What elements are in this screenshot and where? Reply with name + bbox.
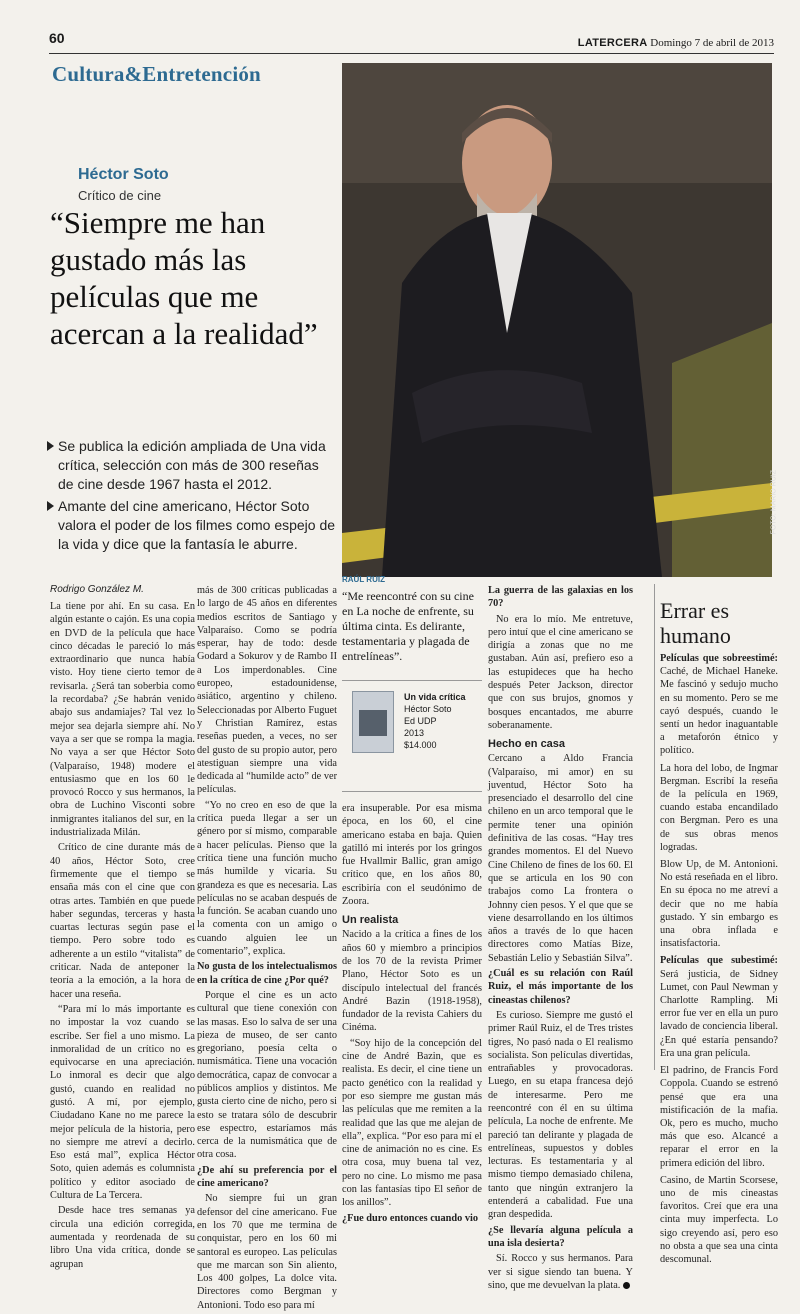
masthead	[578, 37, 774, 49]
sidebar-item-text: El padrino, de Francis Ford Coppola. Cuando se estrenó pensé que era una mistificación de la mafia. Ok, pero es mucho, mucho más que eso. Alcancé a reparar el error en la primera edición del libro.	[660, 1065, 778, 1169]
paragraph-text: Sí. Rocco y sus hermanos. Para ver si sigue siendo tan buena. Y sino, que me devuelvan la plata.	[488, 1253, 633, 1291]
subheading: Un realista	[342, 914, 399, 927]
sidebar-item-text: Blow Up, de M. Antonioni. No está reseñada en el libro. En su época no me atreví a decir que no me había gustado. Y sin embargo es una obra inflada e insatisfactoria.	[660, 859, 778, 950]
interview-question: ¿Fue duro entonces cuando vio	[342, 1212, 478, 1224]
pull-quote-label: RAÚL RUIZ	[342, 575, 385, 584]
paragraph: más de 300 críticas publicadas a lo largo de 45 años en diferentes medios escritos de Santiago y Valparaíso. Como se podría esperar, hay de todo: desde Godard a Sokurov y de Rambo II a Los imperdonables. Cine europeo, estadounidense, asiático, argentino y chileno. Seleccionadas por Alberto Fuguet y Christian Ramírez, estas reseñas pueden, a veces, no ser del gusto de su propio autor, pero atestiguan siempre una vida dedicada al “humilde acto” de ver películas.	[197, 585, 337, 796]
paragraph: “Soy hijo de la concepción del cine de André Bazin, que es realista. Es decir, el cine tiene un pacto genético con la realidad y por eso siempre me gustan más las películas que me remiten a la realidad que las que me alejan de ella”, explica. “Por eso para mí el cine de animación no es cine. Es otra cosa, muy buena tal vez, pero no cine. Lo mismo me pasa con las fantasías tipo El señor de los anillos”.	[342, 1037, 482, 1209]
body-column-1	[50, 584, 195, 1273]
sidebar-item-text: Será justicia, de Sidney Lumet, con Paul Newman y Charlotte Rampling. Mi error fue ver en ella un puro lavado de conciencia liberal. ¿En qué estaría pensando? Era una gran película.	[660, 968, 778, 1059]
paragraph: “Yo no creo en eso de que la crítica pueda llegar a ser un género por sí mismo, comparable a hacer películas. Pienso que la crítica tiene una función mucho más humilde y vicaria. Su grandeza es que es necesaria. Las películas no se acaban después de la función. Se acaban cuando uno la comenta con un amigo o cuando alguien lee un comentario”, explica.	[197, 799, 337, 958]
bullet-triangle-icon	[47, 501, 54, 511]
section-title: Cultura&Entretención	[52, 62, 261, 86]
page-number: 60	[49, 30, 65, 46]
book-info-box	[342, 680, 482, 792]
paragraph: Desde hace tres semanas ya circula una edición corregida, aumentada y reordenada de su libro Una vida crítica, donde se agrupan	[50, 1205, 195, 1270]
paragraph: La tiene por ahí. En su casa. En algún estante o cajón. Es una copia en DVD de la película que hace cinco décadas le pareció lo más extraordinario que nunca había visto. Hoy tiene cierto temor de revisarla. ¿Será tan soberbia como la recordaba? ¿Se habrán venido abajo sus andamiajes? Tal vez lo mejor sea dejarla siempre ahí. No vaya a ser que se rompa la magia. No vaya a ser que Héctor Soto (Valparaíso, 1948) modere el entusiasmo que en los 60 le provocó Rocco y sus hermanos, la obra de Luchino Visconti sobre inmigrantes italianos del sur, en la industrializada Milán.	[50, 601, 195, 839]
pull-quote: “Me reencontré con su cine en La noche de enfrente, su última cinta. Es delirante, testamentaria y plagada de entrelíneas”.	[342, 589, 474, 663]
book-cover-image	[352, 691, 394, 753]
sidebar-column	[660, 652, 778, 1270]
book-author: Héctor Soto	[404, 704, 452, 714]
deck-text: Se publica la edición ampliada de Una vida crítica, selección con más de 300 reseñas de cine desde 1967 hasta el 2012.	[58, 438, 326, 492]
sidebar-divider	[654, 584, 655, 1070]
bullet-triangle-icon	[47, 441, 54, 451]
deck-item	[58, 437, 338, 494]
end-of-article-icon	[623, 1282, 630, 1289]
sidebar-item-heading: Películas que subestimé:	[660, 955, 778, 967]
paragraph: No siempre fui un gran defensor del cine americano. Fue en los 70 que me termina de conquistar, pero en los 60 mi santoral es europeo. Las películas que me marcan son Sin aliento, Los 400 golpes, La dolce vita. Directores como Bergman y Antonioni. Todo eso para mí	[197, 1193, 337, 1311]
interview-question: ¿Se llevaría alguna película a una isla desierta?	[488, 1224, 633, 1249]
sidebar-item-heading: Películas que sobreestimé:	[660, 653, 778, 664]
author-role: Crítico de cine	[78, 188, 162, 203]
sidebar-item	[660, 1174, 778, 1266]
portrait-illustration	[342, 63, 772, 577]
sidebar-item-text: La hora del lobo, de Ingmar Bergman. Escribí la reseña de la película en 1969, cuando estaba encandilado con Bergman. Pero es una de sus obras menos logradas.	[660, 762, 778, 853]
sidebar-title: Errar es humano	[660, 598, 731, 648]
sidebar-item-text: Casino, de Martin Scorsese, uno de mis cineastas favoritos. Creí que era una cinta muy imperfecta. Lo sigo creyendo así, pero eso no obsta a que sea una cinta descomunal.	[660, 1174, 778, 1265]
deck-text: Amante del cine americano, Héctor Soto valora el poder de los filmes como espejo de la vida y dice que la fantasía le aburre.	[58, 498, 336, 552]
paragraph: era insuperable. Por esa misma época, en los 60, el cine americano estaba en baja. Quien gatilló mi interés por los gringos fue Hvallmir Ballic, gran amigo crítico que, en los años 80, escribiría con el seudónimo de Zoora.	[342, 803, 482, 908]
interview-question: ¿Cuál es su relación con Raúl Ruiz, el más importante de los cineastas chilenos?	[488, 968, 633, 1006]
body-column-4	[488, 584, 633, 1294]
author-name: Héctor Soto	[78, 166, 169, 183]
photo-credit: FOTO: MARIO RUIZ	[770, 470, 777, 535]
interview-question: No gusta de los intelectualismos en la crítica de cine ¿Por qué?	[197, 961, 337, 986]
paragraph: No era lo mío. Me entretuve, pero intuí que el cine americano se dirigía a zonas que no me gustaban. Aún así, prefiero eso a las estupideces que ha hecho después Peter Jackson, director que con sus brujos, gnomos y bosques encantados, me aburre soberanamente.	[488, 613, 633, 731]
paragraph: Crítico de cine durante más de 40 años, Héctor Soto, cree firmemente que el tiempo se ensaña más con el cine que con otras artes. También en que puede haber segundas, terceras y hasta cuartas lecturas según pase el tiempo. Pero sobre todo es adherente a un estilo “vitalista” de criticar. Nada de anteponer la teoría a la emoción, a la hora de hacer una reseña.	[50, 842, 195, 1000]
sidebar-item	[660, 1064, 778, 1170]
sidebar-item	[660, 652, 778, 758]
book-title: Un vida crítica	[404, 692, 466, 702]
interview-question: La guerra de las galaxias en los 70?	[488, 585, 633, 610]
top-rule	[49, 53, 774, 54]
body-column-2	[197, 584, 337, 1314]
masthead-brand: LATERCERA	[577, 37, 648, 49]
interview-question: ¿De ahí su preferencia por el cine americano?	[197, 1164, 337, 1190]
paragraph: Es curioso. Siempre me gustó el primer Raúl Ruiz, el de Tres tristes tigres, No pasó nada o El realismo socialista. Son películas divertidas, entrañables y provocadoras. Luego, en su etapa francesa dejó de interesarme. Pero me reencontré con él en su última película, La noche de enfrente. Me pareció tan delirante y plagada de entrelíneas, supuestos y dobles lecturas. Es testamentaria y al mismo tiempo demasiado chilena, tanto que ningún extranjero la entenderá a cabalidad. Fue una gran despedida.	[488, 1009, 633, 1221]
masthead-date: Domingo 7 de abril de 2013	[650, 37, 774, 49]
sidebar-item	[660, 762, 778, 854]
book-year: 2013	[404, 728, 425, 738]
portrait-photo	[342, 63, 772, 577]
paragraph: “Para mí lo más importante es no impostar la voz cuando se escribe. Ser fiel a uno mismo. La inmoralidad de un crítico no es equivocarse en una apreciación. Lo inmoral es decir que algo gustó, cuando en realidad no gustó. A mí, por ejemplo, Ciudadano Kane no me parece la mejor película de la historia, pero no siempre me atreví a decirlo. Eso está mal”, explica Héctor Soto, quien además es columnista político y editor asociado de Cultura de La Tercera.	[50, 1003, 195, 1202]
book-price: $14.000	[404, 740, 437, 750]
sidebar-item	[660, 858, 778, 950]
sidebar-item	[660, 954, 778, 1060]
byline: Rodrigo González M.	[50, 584, 144, 595]
deck-item	[58, 497, 338, 554]
book-publisher: Ed UDP	[404, 716, 437, 726]
paragraph	[488, 1252, 633, 1292]
headline: “Siempre me han gustado más las películas que me acercan a la realidad”	[50, 205, 318, 351]
paragraph: Porque el cine es un acto cultural que tiene conexión con las masas. Eso lo salva de ser una pieza de museo, de ser canto gregoriano, poesía celta o numismática. Tiene una vocación democrática, capaz de convocar a públicos amplios y distintos. Me gusta cierto cine de nicho, pero si esto se tratara sólo de descubrir ese espectro, estaríamos más cerca de la numismática que de otra cosa.	[197, 989, 337, 1161]
sidebar-item-text: Caché, de Michael Haneke. Me fascinó y sedujo mucho en su momento. Pero se me cayó después, cuando le sentí un hedor inaguantable a metaforón étnico y político.	[660, 666, 778, 757]
subheading: Hecho en casa	[488, 738, 566, 751]
body-column-3	[342, 802, 482, 1227]
paragraph: Cercano a Aldo Francia (Valparaíso, mi amor) en su juventud, Héctor Soto ha presenciado el desarrollo del cine chileno en un arco temporal que le permite tener una opinión definitiva de las cosas. “Hay tres grandes momentos. El del Nuevo Cine Chileno de fines de los 60. El que se articula en los 90 con trabajos como La frontera o Johnny cien pesos. Y el que que se viene desarrollando en los últimos años a través de lo que hacen directores como Matías Bize, Sebastián Lelio y Sebastián Silva”.	[488, 753, 633, 964]
book-details	[404, 691, 466, 751]
paragraph: Nacido a la crítica a fines de los años 60 y miembro a principios de los 70 de la revista Primer Plano, Héctor Soto es un discípulo intelectual del francés André Bazin (1918-1958), fundador de la revista Cahiers du Cinéma.	[342, 929, 482, 1034]
